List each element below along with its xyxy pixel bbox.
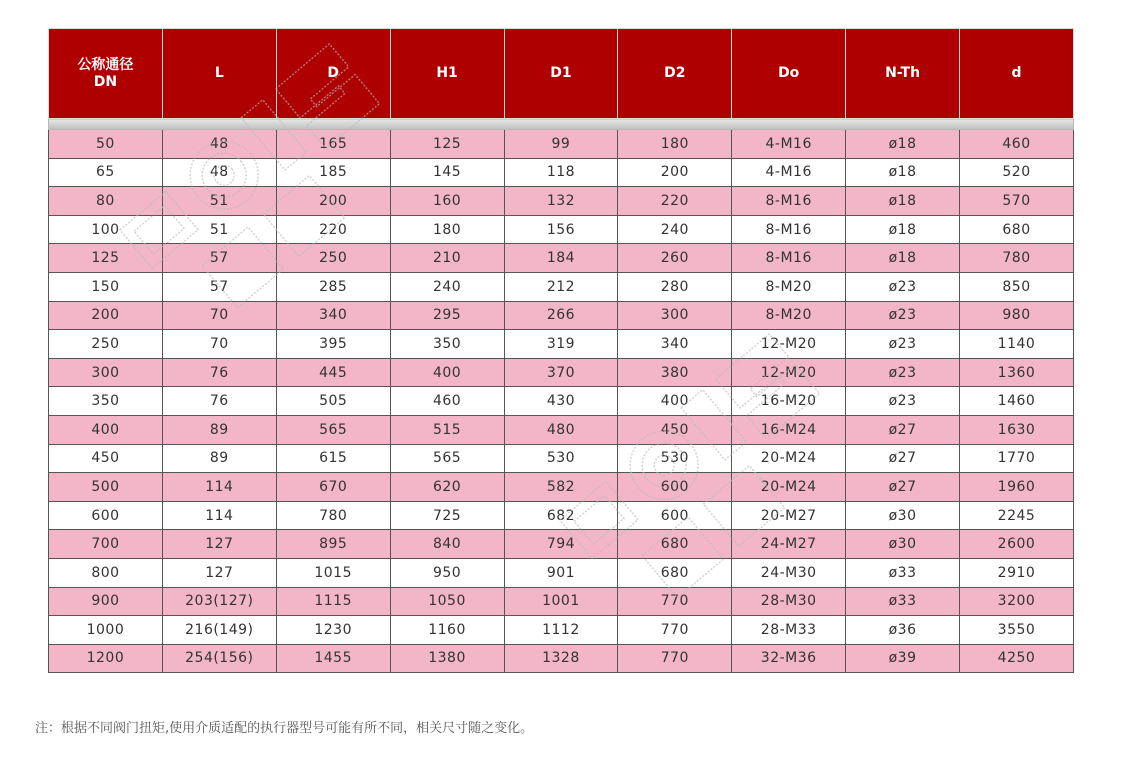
table-cell: 180 xyxy=(390,215,504,244)
table-row xyxy=(49,587,1074,616)
table-row xyxy=(49,244,1074,273)
table-cell: 770 xyxy=(618,644,732,673)
table-row xyxy=(49,130,1074,159)
table-row xyxy=(49,272,1074,301)
table-cell: 165 xyxy=(276,130,390,159)
table-cell: 1001 xyxy=(504,587,618,616)
table-cell: 295 xyxy=(390,301,504,330)
table-row xyxy=(49,358,1074,387)
table-cell: 505 xyxy=(276,387,390,416)
table-cell: 156 xyxy=(504,215,618,244)
table-cell: 850 xyxy=(960,272,1074,301)
column-header xyxy=(846,29,960,119)
column-header-text: 公称通径 xyxy=(77,56,134,73)
table-row xyxy=(49,644,1074,673)
table-cell: 125 xyxy=(49,244,163,273)
table-cell: 1230 xyxy=(276,616,390,645)
table-cell: 400 xyxy=(49,415,163,444)
table-cell: 4-M16 xyxy=(732,158,846,187)
table-cell: 240 xyxy=(390,272,504,301)
table-cell: 600 xyxy=(618,501,732,530)
table-cell: 1115 xyxy=(276,587,390,616)
table-cell: 340 xyxy=(276,301,390,330)
table-cell: 50 xyxy=(49,130,163,159)
column-header-text: D xyxy=(327,65,339,81)
table-cell: 220 xyxy=(618,187,732,216)
table-cell: 980 xyxy=(960,301,1074,330)
table-cell: 16-M20 xyxy=(732,387,846,416)
table-cell: 70 xyxy=(162,301,276,330)
table-cell: 8-M16 xyxy=(732,187,846,216)
column-header-text: Do xyxy=(778,65,800,81)
table-cell: 515 xyxy=(390,415,504,444)
table-cell: 89 xyxy=(162,444,276,473)
table-row xyxy=(49,158,1074,187)
table-cell: ø27 xyxy=(846,415,960,444)
table-cell: 8-M16 xyxy=(732,215,846,244)
table-cell: 1770 xyxy=(960,444,1074,473)
table-cell: 132 xyxy=(504,187,618,216)
header-row xyxy=(49,29,1074,119)
table-cell: 28-M30 xyxy=(732,587,846,616)
table-cell: 725 xyxy=(390,501,504,530)
table-cell: 240 xyxy=(618,215,732,244)
table-cell: 3550 xyxy=(960,616,1074,645)
column-header xyxy=(732,29,846,119)
table-cell: 48 xyxy=(162,158,276,187)
table-cell: 48 xyxy=(162,130,276,159)
table-cell: 12-M20 xyxy=(732,330,846,359)
table-cell: 770 xyxy=(618,587,732,616)
table-cell: 76 xyxy=(162,358,276,387)
table-cell: 51 xyxy=(162,215,276,244)
table-row xyxy=(49,330,1074,359)
table-cell: 8-M20 xyxy=(732,272,846,301)
table-row xyxy=(49,616,1074,645)
table-cell: 445 xyxy=(276,358,390,387)
table-cell: 8-M20 xyxy=(732,301,846,330)
table-cell: ø30 xyxy=(846,530,960,559)
table-cell: 1200 xyxy=(49,644,163,673)
table-cell: 780 xyxy=(276,501,390,530)
table-cell: 1140 xyxy=(960,330,1074,359)
column-header-text: DN xyxy=(93,73,118,90)
table-cell: 150 xyxy=(49,272,163,301)
table-cell: 160 xyxy=(390,187,504,216)
table-cell: 16-M24 xyxy=(732,415,846,444)
table-cell: 600 xyxy=(618,473,732,502)
table-cell: 460 xyxy=(960,130,1074,159)
table-cell: 900 xyxy=(49,587,163,616)
table-cell: 350 xyxy=(49,387,163,416)
table-body xyxy=(49,119,1074,673)
table-cell: 1160 xyxy=(390,616,504,645)
table-cell: ø18 xyxy=(846,187,960,216)
table-row xyxy=(49,415,1074,444)
table-cell: 1112 xyxy=(504,616,618,645)
table-cell: 565 xyxy=(276,415,390,444)
column-header xyxy=(960,29,1074,119)
table-cell: 1015 xyxy=(276,558,390,587)
table-cell: 794 xyxy=(504,530,618,559)
table-cell: ø23 xyxy=(846,358,960,387)
table-cell: ø23 xyxy=(846,272,960,301)
table-cell: 260 xyxy=(618,244,732,273)
table-cell: 565 xyxy=(390,444,504,473)
table-cell: 340 xyxy=(618,330,732,359)
table-row xyxy=(49,215,1074,244)
table-cell: 200 xyxy=(276,187,390,216)
column-header xyxy=(49,29,163,119)
column-header-text: H1 xyxy=(436,65,458,81)
table-cell: 350 xyxy=(390,330,504,359)
table-cell: 700 xyxy=(49,530,163,559)
table-cell: 800 xyxy=(49,558,163,587)
table-cell: ø36 xyxy=(846,616,960,645)
table-cell: 620 xyxy=(390,473,504,502)
table-cell: 682 xyxy=(504,501,618,530)
table-cell: 20-M24 xyxy=(732,473,846,502)
table-cell: 127 xyxy=(162,530,276,559)
table-cell: 895 xyxy=(276,530,390,559)
table-cell: 210 xyxy=(390,244,504,273)
table-cell: 520 xyxy=(960,158,1074,187)
column-header-text: L xyxy=(214,65,224,81)
table-cell: 395 xyxy=(276,330,390,359)
table-row xyxy=(49,444,1074,473)
table-cell: 24-M27 xyxy=(732,530,846,559)
table-cell: ø27 xyxy=(846,444,960,473)
table-cell: 250 xyxy=(49,330,163,359)
table-cell: ø18 xyxy=(846,158,960,187)
table-cell: ø18 xyxy=(846,130,960,159)
table-cell: 680 xyxy=(960,215,1074,244)
table-cell: 1360 xyxy=(960,358,1074,387)
table-cell: 266 xyxy=(504,301,618,330)
table-cell: 76 xyxy=(162,387,276,416)
table-cell: 114 xyxy=(162,501,276,530)
table-cell: 530 xyxy=(504,444,618,473)
table-cell: 100 xyxy=(49,215,163,244)
table-cell: 203(127) xyxy=(162,587,276,616)
table-cell: 380 xyxy=(618,358,732,387)
column-header xyxy=(504,29,618,119)
table-cell: 145 xyxy=(390,158,504,187)
column-header-text: D2 xyxy=(664,65,686,81)
table-cell: ø23 xyxy=(846,301,960,330)
column-header xyxy=(162,29,276,119)
table-cell: 280 xyxy=(618,272,732,301)
table-cell: 370 xyxy=(504,358,618,387)
table-cell: 125 xyxy=(390,130,504,159)
table-cell: 4-M16 xyxy=(732,130,846,159)
table-cell: 780 xyxy=(960,244,1074,273)
table-cell: 212 xyxy=(504,272,618,301)
table-cell: 1630 xyxy=(960,415,1074,444)
table-cell: 2600 xyxy=(960,530,1074,559)
column-header xyxy=(618,29,732,119)
table-cell: 250 xyxy=(276,244,390,273)
header-separator xyxy=(49,119,1074,130)
table-cell: 450 xyxy=(618,415,732,444)
table-cell: 680 xyxy=(618,530,732,559)
table-row xyxy=(49,301,1074,330)
table-cell: 254(156) xyxy=(162,644,276,673)
table-cell: 200 xyxy=(49,301,163,330)
table-cell: 57 xyxy=(162,272,276,301)
column-header-text: d xyxy=(1011,65,1022,81)
table-cell: 1960 xyxy=(960,473,1074,502)
table-cell: 2910 xyxy=(960,558,1074,587)
table-cell: ø39 xyxy=(846,644,960,673)
table-cell: 319 xyxy=(504,330,618,359)
table-cell: 8-M16 xyxy=(732,244,846,273)
table-cell: 300 xyxy=(618,301,732,330)
table-row xyxy=(49,530,1074,559)
table-cell: 114 xyxy=(162,473,276,502)
table-cell: 216(149) xyxy=(162,616,276,645)
table-cell: ø18 xyxy=(846,215,960,244)
table-cell: 99 xyxy=(504,130,618,159)
column-header-text: N-Th xyxy=(885,65,921,81)
table-cell: ø18 xyxy=(846,244,960,273)
table-cell: ø33 xyxy=(846,558,960,587)
table-cell: 1328 xyxy=(504,644,618,673)
table-cell: ø23 xyxy=(846,330,960,359)
table-cell: 20-M27 xyxy=(732,501,846,530)
table-cell: 680 xyxy=(618,558,732,587)
table-cell: 28-M33 xyxy=(732,616,846,645)
table-cell: 51 xyxy=(162,187,276,216)
table-cell: 20-M24 xyxy=(732,444,846,473)
table-cell: 3200 xyxy=(960,587,1074,616)
table-cell: 300 xyxy=(49,358,163,387)
table-row xyxy=(49,558,1074,587)
table-cell: 80 xyxy=(49,187,163,216)
table-cell: 200 xyxy=(618,158,732,187)
table-row xyxy=(49,187,1074,216)
table-cell: 500 xyxy=(49,473,163,502)
table-cell: 400 xyxy=(618,387,732,416)
table-cell: 582 xyxy=(504,473,618,502)
table-cell: 480 xyxy=(504,415,618,444)
table-cell: 285 xyxy=(276,272,390,301)
table-cell: 180 xyxy=(618,130,732,159)
table-cell: ø27 xyxy=(846,473,960,502)
table-cell: 600 xyxy=(49,501,163,530)
table-row xyxy=(49,387,1074,416)
column-header-text: D1 xyxy=(550,65,572,81)
table-cell: 4250 xyxy=(960,644,1074,673)
table-cell: 400 xyxy=(390,358,504,387)
table-cell: 840 xyxy=(390,530,504,559)
table-cell: 530 xyxy=(618,444,732,473)
table-cell: 615 xyxy=(276,444,390,473)
table-cell: 770 xyxy=(618,616,732,645)
table-cell: 1460 xyxy=(960,387,1074,416)
table-cell: 2245 xyxy=(960,501,1074,530)
table-cell: ø33 xyxy=(846,587,960,616)
table-cell: 450 xyxy=(49,444,163,473)
table-cell: 24-M30 xyxy=(732,558,846,587)
table-cell: 1455 xyxy=(276,644,390,673)
table-cell: 901 xyxy=(504,558,618,587)
table-cell: 32-M36 xyxy=(732,644,846,673)
table-cell: 1050 xyxy=(390,587,504,616)
table-cell: 430 xyxy=(504,387,618,416)
table-cell: 950 xyxy=(390,558,504,587)
spec-table xyxy=(48,28,1074,673)
table-cell: 12-M20 xyxy=(732,358,846,387)
table-cell: 1000 xyxy=(49,616,163,645)
table-cell: 118 xyxy=(504,158,618,187)
table-cell: 670 xyxy=(276,473,390,502)
table-row xyxy=(49,501,1074,530)
table-cell: 460 xyxy=(390,387,504,416)
table-cell: ø23 xyxy=(846,387,960,416)
column-header xyxy=(276,29,390,119)
table-cell: 185 xyxy=(276,158,390,187)
table-cell: 65 xyxy=(49,158,163,187)
table-cell: 70 xyxy=(162,330,276,359)
table-cell: 57 xyxy=(162,244,276,273)
footnote: 注：根据不同阀门扭矩,使用介质适配的执行器型号可能有所不同，相关尺寸随之变化。 xyxy=(35,721,534,736)
column-header xyxy=(390,29,504,119)
table-cell: ø30 xyxy=(846,501,960,530)
table-cell: 220 xyxy=(276,215,390,244)
table-cell: 570 xyxy=(960,187,1074,216)
table-cell: 89 xyxy=(162,415,276,444)
table-row xyxy=(49,473,1074,502)
table-cell: 127 xyxy=(162,558,276,587)
table-cell: 1380 xyxy=(390,644,504,673)
table-cell: 184 xyxy=(504,244,618,273)
